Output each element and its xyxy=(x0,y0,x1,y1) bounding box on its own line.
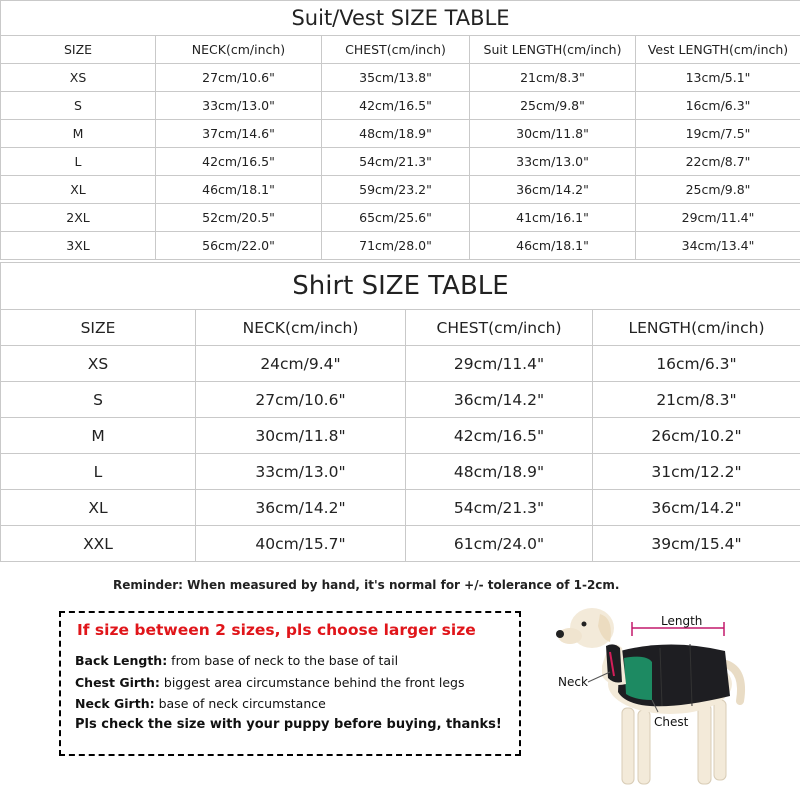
vest-table-cell: 59cm/23.2" xyxy=(322,176,470,204)
vest-table-cell: S xyxy=(1,92,156,120)
vest-table-row xyxy=(1,92,800,120)
vest-table-cell: XS xyxy=(1,64,156,92)
neck-girth-definition: base of neck circumstance xyxy=(154,696,326,711)
vest-table-cell: 21cm/8.3" xyxy=(470,64,636,92)
back-length-term: Back Length: xyxy=(75,653,168,668)
shirt-table-cell: 54cm/21.3" xyxy=(406,490,593,526)
neck-girth-term: Neck Girth: xyxy=(75,696,155,711)
shirt-table-cell: 33cm/13.0" xyxy=(196,454,406,490)
shirt-table-cell: 36cm/14.2" xyxy=(196,490,406,526)
chest-girth-definition: biggest area circumstance behind the front legs xyxy=(159,675,465,690)
shirt-table-cell: S xyxy=(1,382,196,418)
shirt-table-row xyxy=(1,490,800,526)
vest-table-cell: 36cm/14.2" xyxy=(470,176,636,204)
vest-table-cell: 33cm/13.0" xyxy=(470,148,636,176)
shirt-table-cell: 21cm/8.3" xyxy=(593,382,800,418)
vest-table-cell: 3XL xyxy=(1,232,156,260)
shirt-table-row xyxy=(1,454,800,490)
vest-table-cell: 56cm/22.0" xyxy=(156,232,322,260)
vest-header-cell: Vest LENGTH(cm/inch) xyxy=(636,36,800,64)
vest-table-cell: 37cm/14.6" xyxy=(156,120,322,148)
vest-table-cell: 27cm/10.6" xyxy=(156,64,322,92)
larger-size-advice: If size between 2 sizes, pls choose larger size xyxy=(77,621,476,639)
vest-table-cell: 42cm/16.5" xyxy=(156,148,322,176)
vest-table-cell: 54cm/21.3" xyxy=(322,148,470,176)
shirt-table-cell: 29cm/11.4" xyxy=(406,346,593,382)
vest-table-cell: 29cm/11.4" xyxy=(636,204,800,232)
vest-table-cell: 13cm/5.1" xyxy=(636,64,800,92)
shirt-table-cell: XXL xyxy=(1,526,196,562)
back-length-definition: from base of neck to the base of tail xyxy=(167,653,399,668)
neck-girth-note xyxy=(75,696,326,711)
shirt-table-cell: 24cm/9.4" xyxy=(196,346,406,382)
vest-table-row xyxy=(1,232,800,260)
back-length-note xyxy=(75,653,398,668)
vest-table-cell: M xyxy=(1,120,156,148)
shirt-table-row xyxy=(1,346,800,382)
vest-header-cell: NECK(cm/inch) xyxy=(156,36,322,64)
vest-header-cell: SIZE xyxy=(1,36,156,64)
vest-table-cell: 16cm/6.3" xyxy=(636,92,800,120)
shirt-table-title: Shirt SIZE TABLE xyxy=(1,263,800,310)
chest-girth-term: Chest Girth: xyxy=(75,675,160,690)
vest-table-row xyxy=(1,176,800,204)
vest-table-row xyxy=(1,120,800,148)
shirt-header-row xyxy=(1,310,800,346)
shirt-table-cell: 61cm/24.0" xyxy=(406,526,593,562)
vest-table-cell: 48cm/18.9" xyxy=(322,120,470,148)
vest-table-cell: 30cm/11.8" xyxy=(470,120,636,148)
shirt-table-cell: 40cm/15.7" xyxy=(196,526,406,562)
shirt-table-cell: 31cm/12.2" xyxy=(593,454,800,490)
check-size-note: Pls check the size with your puppy before buying, thanks! xyxy=(75,717,502,732)
vest-table-row xyxy=(1,148,800,176)
shirt-header-cell: CHEST(cm/inch) xyxy=(406,310,593,346)
shirt-table-cell: L xyxy=(1,454,196,490)
vest-header-cell: CHEST(cm/inch) xyxy=(322,36,470,64)
vest-table-row xyxy=(1,64,800,92)
shirt-table-row xyxy=(1,526,800,562)
shirt-table-cell: 36cm/14.2" xyxy=(593,490,800,526)
shirt-table-row xyxy=(1,382,800,418)
sizing-notes-box xyxy=(59,611,521,756)
vest-table-cell: 42cm/16.5" xyxy=(322,92,470,120)
shirt-table-cell: XS xyxy=(1,346,196,382)
vest-table-cell: 2XL xyxy=(1,204,156,232)
vest-table-cell: 25cm/9.8" xyxy=(636,176,800,204)
vest-table-cell: 71cm/28.0" xyxy=(322,232,470,260)
chest-label: Chest xyxy=(654,715,689,729)
vest-header-row xyxy=(1,36,800,64)
vest-table-cell: 33cm/13.0" xyxy=(156,92,322,120)
vest-table-cell: 41cm/16.1" xyxy=(470,204,636,232)
shirt-table-cell: 30cm/11.8" xyxy=(196,418,406,454)
vest-table-cell: L xyxy=(1,148,156,176)
shirt-size-table xyxy=(0,262,800,562)
vest-table-cell: 65cm/25.6" xyxy=(322,204,470,232)
measurement-reminder: Reminder: When measured by hand, it's normal for +/- tolerance of 1-2cm. xyxy=(113,578,620,592)
vest-table-title: Suit/Vest SIZE TABLE xyxy=(1,1,800,36)
dog-measurement-figure xyxy=(540,596,790,796)
shirt-table-cell: M xyxy=(1,418,196,454)
shirt-table-cell: 39cm/15.4" xyxy=(593,526,800,562)
shirt-table-cell: 16cm/6.3" xyxy=(593,346,800,382)
shirt-table-cell: 42cm/16.5" xyxy=(406,418,593,454)
vest-table-cell: 35cm/13.8" xyxy=(322,64,470,92)
vest-table-cell: 22cm/8.7" xyxy=(636,148,800,176)
vest-table-cell: XL xyxy=(1,176,156,204)
vest-table-cell: 19cm/7.5" xyxy=(636,120,800,148)
shirt-header-cell: SIZE xyxy=(1,310,196,346)
vest-table-cell: 46cm/18.1" xyxy=(156,176,322,204)
vest-table-row xyxy=(1,204,800,232)
shirt-table-cell: 27cm/10.6" xyxy=(196,382,406,418)
chest-girth-note xyxy=(75,675,464,690)
neck-label: Neck xyxy=(558,675,588,689)
shirt-table-cell: 26cm/10.2" xyxy=(593,418,800,454)
shirt-table-cell: 36cm/14.2" xyxy=(406,382,593,418)
length-label: Length xyxy=(661,614,703,628)
shirt-header-cell: LENGTH(cm/inch) xyxy=(593,310,800,346)
shirt-header-cell: NECK(cm/inch) xyxy=(196,310,406,346)
vest-size-table xyxy=(0,0,800,260)
vest-table-cell: 52cm/20.5" xyxy=(156,204,322,232)
vest-table-cell: 46cm/18.1" xyxy=(470,232,636,260)
shirt-table-row xyxy=(1,418,800,454)
vest-table-cell: 25cm/9.8" xyxy=(470,92,636,120)
vest-table-cell: 34cm/13.4" xyxy=(636,232,800,260)
vest-header-cell: Suit LENGTH(cm/inch) xyxy=(470,36,636,64)
shirt-table-cell: 48cm/18.9" xyxy=(406,454,593,490)
shirt-table-cell: XL xyxy=(1,490,196,526)
